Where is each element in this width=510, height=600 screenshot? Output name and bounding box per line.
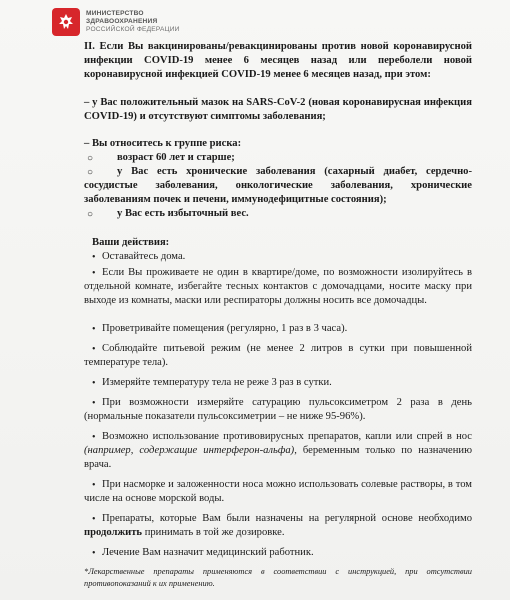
regular-drugs-continue: продолжить	[84, 527, 143, 539]
bullet-icon: •	[92, 514, 96, 525]
condition-positive-swab: – у Вас положительный мазок на SARS-CoV-2 (новая коронавирусная инфекция COVID-19) и отсутствуют симптомы заболевания;	[84, 97, 472, 123]
risk-item-chronic: у Вас есть хронические заболевания (сахарный диабет, сердечно-сосудистые заболевания, онкологические заболевания, хронические заболеваниям почек и печени, иммунодефицитные состояния);	[84, 166, 472, 206]
ministry-line-2: ЗДРАВООХРАНЕНИЯ	[86, 18, 158, 25]
bullet-icon: •	[92, 324, 96, 335]
bullet-icon: •	[92, 344, 96, 355]
ministry-emblem-icon	[52, 8, 80, 36]
risk-item-weight: у Вас есть избыточный вес.	[117, 208, 249, 219]
ministry-line-3: РОССИЙСКОЙ ФЕДЕРАЦИИ	[86, 26, 180, 33]
regular-drugs-dose: принимать в той же дозировке.	[144, 527, 285, 539]
actions-title: Ваши действия:	[92, 237, 170, 248]
bullet-icon: •	[92, 252, 96, 263]
action-isolate: Если Вы проживаете не один в квартире/доме, по возможности изолируйтесь в отдельной комнате, избегайте тесных контактов с домочадцами, носите маску при выходе из комнаты, маски или респираторы должны носить все домочадцы.	[84, 267, 472, 307]
footnote: *Лекарственные препараты применяются в соответствии с инструкцией, при отсутствии противопоказаний к их применению.	[84, 567, 472, 588]
section-2-intro: II. Если Вы вакцинированы/ревакцинированы против новой коронавирусной инфекции COVID-19 менее 6 месяцев назад или переболели новой коронавирусной инфекцией COVID-19 менее 6 месяцев назад, при этом:	[84, 41, 472, 81]
bullet-icon: •	[92, 268, 96, 279]
action-treatment: Лечение Вам назначит медицинский работник.	[102, 547, 314, 558]
ministry-line-1: МИНИСТЕРСТВО	[86, 10, 144, 17]
risk-group-title: – Вы относитесь к группе риска:	[84, 138, 242, 149]
action-drink: Соблюдайте питьевой режим (не менее 2 литров в сутки при повышенной температуре тела).	[84, 343, 472, 369]
ministry-header	[52, 8, 180, 36]
bullet-icon: •	[92, 480, 96, 491]
antiviral-text: Возможно использование противовирусных препаратов, капли или спрей в нос	[102, 431, 472, 442]
circle-bullet-icon: ○	[87, 167, 94, 178]
bullet-icon: •	[92, 398, 96, 409]
action-saturation: При возможности измеряйте сатурацию пульсоксиметром 2 раза в день (нормальные показатели пульсоксиметрии – не ниже 95-96%).	[84, 397, 472, 423]
antiviral-example: (например, содержащие интерферон-альфа)	[84, 445, 295, 457]
action-measure-temp: Измеряйте температуру тела не реже 3 раз в сутки.	[102, 377, 332, 388]
ministry-name	[86, 10, 180, 34]
bullet-icon: •	[92, 378, 96, 389]
action-ventilate: Проветривайте помещения (регулярно, 1 раз в 3 часа).	[102, 323, 348, 334]
bullet-icon: •	[92, 432, 96, 443]
circle-bullet-icon: ○	[87, 153, 94, 164]
action-saline: При насморке и заложенности носа можно использовать солевые растворы, в том числе на основе морской воды.	[84, 479, 472, 505]
action-antiviral	[84, 430, 472, 473]
action-stay-home: Оставайтесь дома.	[102, 251, 186, 262]
action-regular-drugs	[84, 512, 472, 540]
antiviral-pregnant: , беременным только по назначению врача.	[84, 445, 472, 471]
circle-bullet-icon: ○	[87, 209, 94, 220]
bullet-icon: •	[92, 548, 96, 559]
risk-item-age: возраст 60 лет и старше;	[117, 152, 235, 163]
regular-drugs-text: Препараты, которые Вам были назначены на регулярной основе необходимо	[102, 513, 472, 524]
